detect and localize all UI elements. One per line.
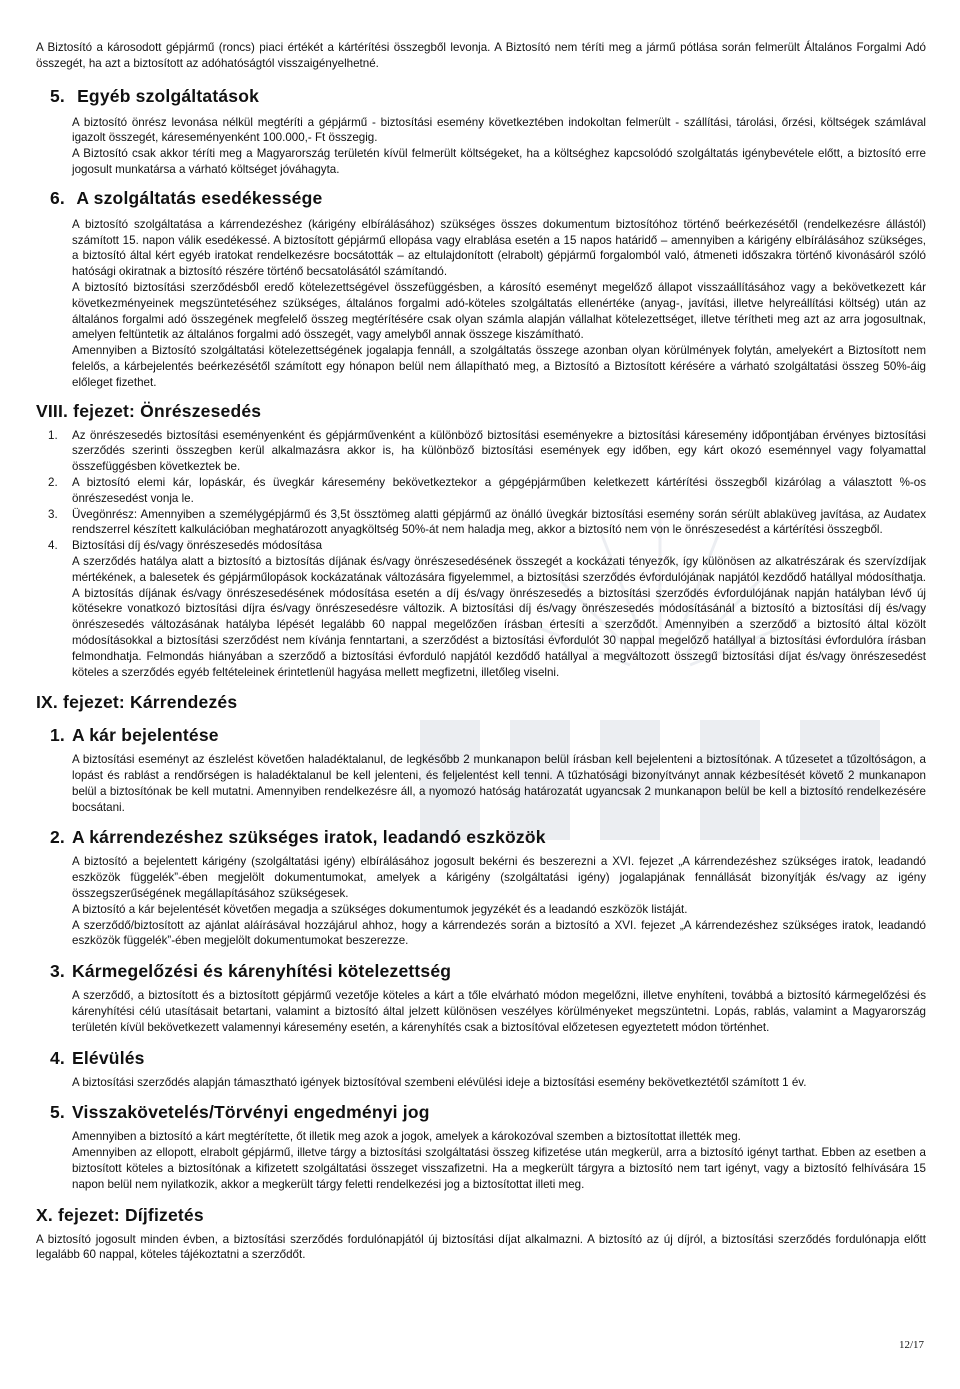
document-content — [36, 40, 926, 1263]
section-6-paragraph-1: A biztosító szolgáltatása a kárrendezéshez (kárigény elbírálásához) szükséges összes dokumentum biztosítóhoz történő beérkezésétől (rendelkezésre állástól) számított 15. napon válik esedékessé. A biztosított gépjármű ellopása vagy elrablása esetén a 15 napos határidő – amennyiben a kárigény elbírálásához szükséges, a biztosító által kért egyéb iratokat rendelkezésre bocsátották – az eltulajdonított (elrabolt) gépjármű forgalomból való, átmeneti időszakra történő kivonásáról szóló hatósági okiratnak a biztosító részére történő becsatolásától számítandó. — [72, 217, 926, 279]
section-number: 6. — [50, 187, 65, 208]
chapter-8-item-4-body: A szerződés hatálya alatt a biztosító a biztosítás díjának és/vagy önrészesedésének összegét a kockázati tényezők, így különösen az alkatrészárak és szervízdíjak mértékének, a balesetek és gépjárműlopások kockázatának változására figyelemmel, a biztosítási szerződés évfordulójának napjától kezdődő hatállyal módosíthatja. A biztosítás díjának és/vagy önrészesedésének módosítása esetén a díj és/vagy önrészesedés a biztosítási szerződés évfordulójának napján hatályban lévő új kötésekre vonatkozó biztosítási díjra és/vagy önrészesedésre változik. A biztosítási díj és/vagy önrészesedés módosításánál a biztosító a biztosítási díj és/vagy önrészesedés változásának hatályba lépését legalább 60 nappal megelőzően írásban értesíti a szerződőt. Amennyiben a szerződő a biztosító által közölt módosításokkal a biztosítási szerződést nem kívánja fenntartani, a szerződést a biztosítási évfordulót 30 nappal megelőző hatállyal a biztosítási évfordulóra írásban felmondhatja. Felmondás hiányában a szerződő a biztosítási évforduló napjától kezdődő hatállyal a megváltozott összegű biztosítási díjat és/vagy önrészesedést köteles a szerződés egyéb feltételeinek érintetlenül hagyása mellett megfizetni, illetőleg viselni. — [72, 554, 926, 679]
subsection-4-paragraph: A biztosítási szerződés alapján támasztható igények biztosítóval szembeni elévülési ideje a biztosítási esemény bekövetkeztétől számított 1 év. — [72, 1075, 807, 1089]
list-item: 3. Üvegönrész: Amennyiben a személygépjármű és 3,5t össztömeg alatti gépjármű az önálló üvegkár biztosítási esemény során sérült ablaküveg javítása, az Audatex rendszerrel készített kalkulációban meghatározott anyagköltség 50%-át nem haladja meg, akkor a biztosító nem von le önrészesedést a kártérítési összegből. — [48, 507, 926, 537]
chapter-8-list — [36, 428, 926, 554]
subsection-2-paragraph-2: A biztosító a kár bejelentését követően megadja a szükséges dokumentumok jegyzékét és a leadandó eszközök listáját. — [72, 902, 688, 916]
subsection-2-paragraph-1: A biztosító a bejelentett kárigény (szolgáltatási igény) elbírálásához jogosult bekérni és beszerezni a XVI. fejezet „A kárrendezéshez szükséges iratok, leadandó eszközök függelék”-ében megjelölt dokumentumokat, amelyek a kárigény (szolgáltatási igény) jogalapjának fennállását bizonyítják és/vagy az igény összegszerűségének megállapításához szükségesek. — [72, 855, 926, 901]
list-item: 2. A biztosító elemi kár, lopáskár, és üvegkár káresemény bekövetkeztekor a gépgépjárműben keletkezett kártérítési összegből kizárólag a választott %-os önrészesedést vonja le. — [48, 475, 926, 505]
section-title: A szolgáltatás esedékessége — [76, 187, 323, 208]
section-6-paragraph-2: A biztosító biztosítási szerződésből eredő kötelezettségével összefüggésben, a károsító eseményt megelőző állapot visszaállításához vagy a bekövetkezett kár következményeinek megszüntetéséhez szükséges, általános forgalmi adó-köteles szolgáltatás ellenértéke (anyag-, javítási, illetve helyreállítási költség) után az általános forgalmi adó összegének megfelelő összeg megtérítésére csak olyan számla alapján vállalhat kötelezettséget, illetve térítheti meg azt az arra jogosultnak, amelyen feltüntetik az általános forgalmi adó összegét, vagy amelyből annak összege kiszámítható. — [72, 280, 926, 342]
section-title: Egyéb szolgáltatások — [77, 85, 260, 106]
section-6-heading — [50, 188, 926, 209]
subsection-5-paragraph-2: Amennyiben az ellopott, elrabolt gépjármű, illetve tárgy a biztosítási szolgáltatási összeg kifizetése után megkerül, arra a biztosító igényt tarthat. Ebben az esetben a biztosított köteles a biztosítónak a kifizetett szolgáltatási összeget visszafizetni. Ha a megkerült tárgyra a biztosító nem tart igényt, vagy a biztosító felhívására 15 napon belül nem nyilatkozik, akkor a megkerült tárgy feletti rendelkezési jog a biztosítottat illeti meg. — [72, 1146, 926, 1191]
subsection-5-heading: 5. Visszakövetelés/Törvényi engedményi jog — [50, 1102, 430, 1123]
section-5-paragraph-1: A biztosító önrész levonása nélkül megtéríti a gépjármű - biztosítási esemény következtében indokoltan felmerült - szállítási, tárolási, őrzési, költségek számlával igazolt összegét, káreseményenként 100.000,- Ft összegig. — [72, 115, 926, 145]
intro-paragraph: A Biztosító a károsodott gépjármű (roncs) piaci értékét a kártérítési összegből levonja. A Biztosító nem téríti meg a jármű pótlása során felmerült Általános Forgalmi Adó összegét, ha azt a biztosított az adóhatóságtól visszaigényelhetné. — [36, 41, 926, 70]
section-5-heading — [50, 86, 926, 107]
subsection-1-paragraph: A biztosítási eseményt az észlelést követően haladéktalanul, de legkésőbb 2 munkanapon belül írásban kell bejelenteni a biztosítónak. A tűzesetet a tűzoltóságon, a lopást és rablást a rendőrségen is haladéktalanul be kell jelenteni, és feljelentést kell tenni. A tűzhatósági bizonyítványt annak kézbesítését követő 2 munkanapon belül a biztosítónak be kell mutatni. Amennyiben rendelkezésre áll, a nyomozó hatóság határozatát ugyancsak 2 munkanapon belül be kell a biztosító rendelkezésére bocsátani. — [72, 753, 926, 814]
list-item: 1. Az önrészesedés biztosítási eseményenként és gépjárművenként a különböző biztosítási eseményekre a biztosítási káresemény időpontjában érvényes biztosítási szerződés szerinti összegben kerül alkalmazásra akkor is, ha különböző biztosítási események egy időben, egy kárt okozó eseménnyel vagy folyamattal összefüggésben következtek be. — [48, 428, 926, 474]
subsection-2-heading: 2. A kárrendezéshez szükséges iratok, leadandó eszközök — [50, 827, 546, 848]
chapter-10-paragraph: A biztosító jogosult minden évben, a biztosítási szerződés fordulónapjától új biztosítási díjat alkalmazni. A biztosító az új díjról, a biztosítási szerződés fordulónapja előtt legalább 60 nappal, köteles tájékoztatni a szerződőt. — [36, 1232, 926, 1262]
chapter-8-heading: VIII. fejezet: Önrészesedés — [36, 400, 262, 421]
subsection-1-heading: 1. A kár bejelentése — [50, 725, 219, 746]
subsection-4-heading: 4. Elévülés — [50, 1047, 145, 1068]
page-number: 12/17 — [898, 1339, 924, 1351]
subsection-5-paragraph-1: Amennyiben a biztosító a kárt megtérítette, őt illetik meg azok a jogok, amelyek a károkozóval szemben a biztosítottat illették meg. — [72, 1130, 741, 1144]
section-number: 5. — [50, 85, 65, 106]
subsection-3-paragraph: A szerződő, a biztosított és a biztosított gépjármű vezetője köteles a kárt a tőle elvárható módon megelőzni, illetve enyhíteni, továbbá a biztosító kármegelőzési és kárenyhítési célú utasításait betartani, valamint a biztosító által jelzett különösen veszélyes körülményeket megszüntetni. Lopás, rablás, valamint a Magyarország területén kívül bekövetkezett valamennyi káresemény esetén, a kárenyhítés csak a biztosítóval előzetesen egyeztetett módon történhet. — [72, 989, 926, 1034]
chapter-9-heading: IX. fejezet: Kárrendezés — [36, 692, 238, 713]
list-item: 4. Biztosítási díj és/vagy önrészesedés módosítása — [48, 539, 323, 553]
subsection-2-paragraph-3: A szerződő/biztosított az ajánlat aláírásával hozzájárul ahhoz, hogy a kárrendezés során a biztosító a XVI. fejezet „A kárrendezéshez szükséges iratok, leadandó eszközök függelék”-ében megjelölt dokumentumokat beszerezze. — [72, 918, 926, 948]
section-6-paragraph-3: Amennyiben a Biztosító szolgáltatási kötelezettségének jogalapja fennáll, a szolgáltatás összege azonban olyan körülmények folytán, amelyekért a Biztosított nem felelős, a kárbejelentés beérkezésétől számított egy hónapon belül nem állapítható meg, a Biztosító a Biztosított kérésére a várható szolgáltatási összeg 50%-áig előleget fizethet. — [72, 344, 926, 389]
subsection-3-heading: 3. Kármegelőzési és kárenyhítési kötelezettség — [50, 961, 452, 982]
chapter-10-heading: X. fejezet: Díjfizetés — [36, 1204, 204, 1225]
section-5-paragraph-2: A Biztosító csak akkor téríti meg a Magyarország területén kívül felmerült költségeket, ha a költséghez kapcsolódó szolgáltatás igénybevétele előtt, a biztosító erre jogosult munkatársa a várható költséget jóváhagyta. — [72, 147, 926, 176]
